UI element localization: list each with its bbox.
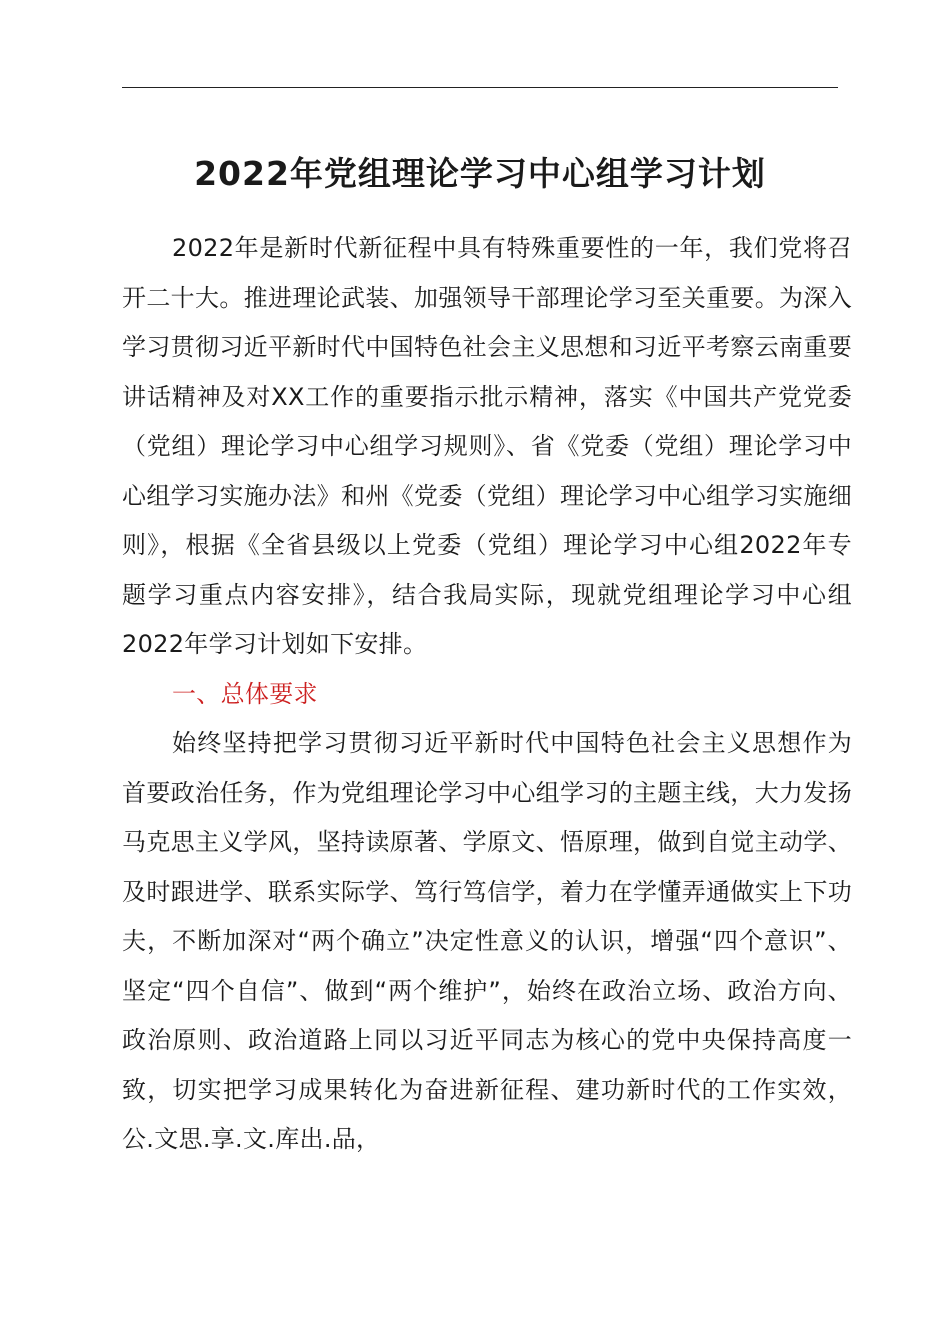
section-heading-general-requirements: 一、总体要求 bbox=[172, 679, 318, 708]
document-body bbox=[122, 224, 852, 1165]
header-rule bbox=[122, 87, 838, 88]
section-paragraph: 始终坚持把学习贯彻习近平新时代中国特色社会主义思想作为首要政治任务，作为党组理论学习中心组学习的主题主线，大力发扬马克思主义学风，坚持读原著、学原文、悟原理，做到自觉主动学、及时跟进学、联系实际学、笃行笃信学，着力在学懂弄通做实上下功夫，不断加深对“两个确立”决定性意义的认识，增强“四个意识”、坚定“四个自信”、做到“两个维护”，始终在政治立场、政治方向、政治原则、政治道路上同以习近平同志为核心的党中央保持高度一致，切实把学习成果转化为奋进新征程、建功新时代的工作实效，公.文思.享.文.库出.品， bbox=[122, 729, 852, 1153]
document-title: 2022年党组理论学习中心组学习计划 bbox=[194, 154, 766, 193]
intro-paragraph: 2022年是新时代新征程中具有特殊重要性的一年，我们党将召开二十大。推进理论武装、加强领导干部理论学习至关重要。为深入学习贯彻习近平新时代中国特色社会主义思想和习近平考察云南重要讲话精神及对XX工作的重要指示批示精神，落实《中国共产党党委（党组）理论学习中心组学习规则》、省《党委（党组）理论学习中心组学习实施办法》和州《党委（党组）理论学习中心组学习实施细则》，根据《全省县级以上党委（党组）理论学习中心组2022年专题学习重点内容安排》，结合我局实际，现就党组理论学习中心组2022年学习计划如下安排。 bbox=[122, 234, 852, 658]
